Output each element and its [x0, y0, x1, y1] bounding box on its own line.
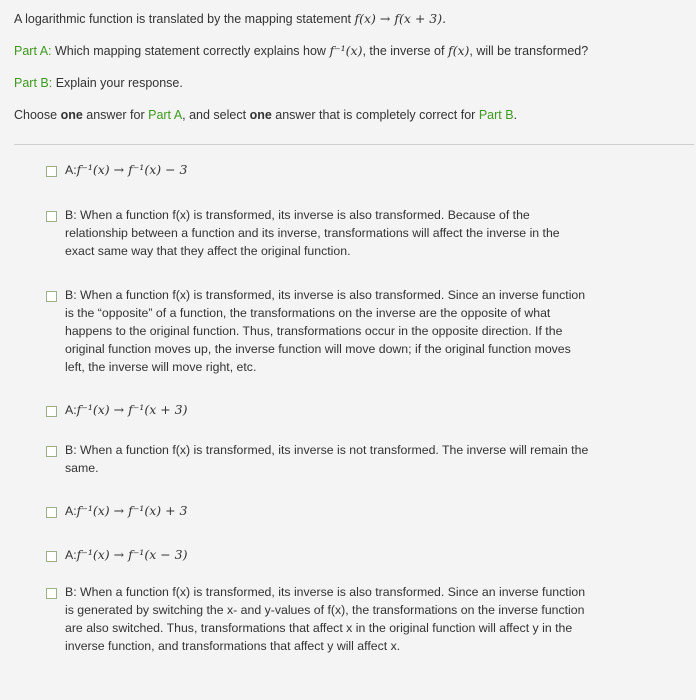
instr-text: , and select: [182, 108, 250, 122]
option-prefix: A:: [65, 548, 77, 562]
option-math: f⁻¹(x) → f⁻¹(x + 3): [76, 402, 188, 417]
answer-option[interactable]: [46, 286, 585, 376]
option-line: relationship between a function and its inverse, transformations will affect the inverse in the: [65, 226, 560, 240]
answer-option[interactable]: [46, 206, 560, 260]
part-a-text: , will be transformed?: [469, 44, 589, 58]
option-prefix: A:: [65, 504, 77, 518]
part-b-label: Part B:: [14, 76, 53, 90]
option-math: f⁻¹(x) → f⁻¹(x) + 3: [76, 503, 188, 518]
instructions: [14, 106, 517, 124]
option-line: are also switched. Thus, transformations that affect x in the original function will affect y in the: [65, 621, 573, 635]
question-statement: [14, 10, 446, 28]
option-line: left, the inverse will move right, etc.: [65, 360, 257, 374]
answer-option[interactable]: [46, 161, 188, 179]
part-a-text: , the inverse of: [362, 44, 448, 58]
option-prefix: A:: [65, 163, 77, 177]
checkbox[interactable]: [46, 211, 57, 222]
part-b-prompt: [14, 74, 183, 92]
instr-part-b: Part B: [478, 108, 514, 122]
option-line: exact same way that they affect the original function.: [65, 244, 351, 258]
answer-option[interactable]: [46, 583, 585, 655]
instr-emphasis: one: [249, 108, 272, 122]
option-prefix: A:: [65, 403, 77, 417]
answer-option[interactable]: [46, 502, 188, 520]
answer-option[interactable]: [46, 546, 188, 564]
part-b-text: Explain your response.: [52, 76, 183, 90]
divider: [14, 144, 694, 145]
checkbox[interactable]: [46, 507, 57, 518]
part-a-text: Which mapping statement correctly explains how: [51, 44, 330, 58]
checkbox[interactable]: [46, 406, 57, 417]
option-line: B: When a function f(x) is transformed, its inverse is not transformed. The inverse will remain the: [65, 443, 589, 457]
checkbox[interactable]: [46, 551, 57, 562]
part-a-prompt: [14, 42, 588, 60]
instr-text: .: [513, 108, 518, 122]
instr-text: answer that is completely correct for: [271, 108, 479, 122]
statement-math: f(x) → f(x + 3).: [354, 11, 447, 26]
instr-part-a: Part A: [148, 108, 183, 122]
statement-text: A logarithmic function is translated by the mapping statement: [14, 12, 355, 26]
checkbox[interactable]: [46, 291, 57, 302]
checkbox[interactable]: [46, 588, 57, 599]
option-line: inverse function, and transformations that affect y will affect x.: [65, 639, 401, 653]
instr-emphasis: one: [60, 108, 83, 122]
option-math: f⁻¹(x) → f⁻¹(x − 3): [76, 547, 188, 562]
part-a-math-function: f(x): [447, 43, 470, 58]
checkbox[interactable]: [46, 166, 57, 177]
option-line: B: When a function f(x) is transformed, its inverse is also transformed. Since an inverse function: [65, 585, 586, 599]
part-a-math-inverse: f⁻¹(x): [329, 43, 363, 58]
checkbox[interactable]: [46, 446, 57, 457]
option-line: is generated by switching the x- and y-values of f(x), the transformations on the inverse function: [65, 603, 585, 617]
answer-option[interactable]: [46, 441, 588, 477]
option-line: is the “opposite” of a function, the transformations on the inverse are the opposite of what: [65, 306, 551, 320]
option-line: B: When a function f(x) is transformed, its inverse is also transformed. Since an inverse function: [65, 288, 586, 302]
option-line: B: When a function f(x) is transformed, its inverse is also transformed. Because of the: [65, 208, 530, 222]
answer-option[interactable]: [46, 401, 188, 419]
option-math: f⁻¹(x) → f⁻¹(x) − 3: [76, 162, 188, 177]
part-a-label: Part A:: [14, 44, 52, 58]
instr-text: Choose: [14, 108, 61, 122]
option-line: same.: [65, 461, 99, 475]
option-line: happens to the original function. Thus, transformations occur in the opposite direction. If the: [65, 324, 563, 338]
option-line: original function moves up, the inverse function will move down; if the original function moves: [65, 342, 571, 356]
instr-text: answer for: [82, 108, 149, 122]
